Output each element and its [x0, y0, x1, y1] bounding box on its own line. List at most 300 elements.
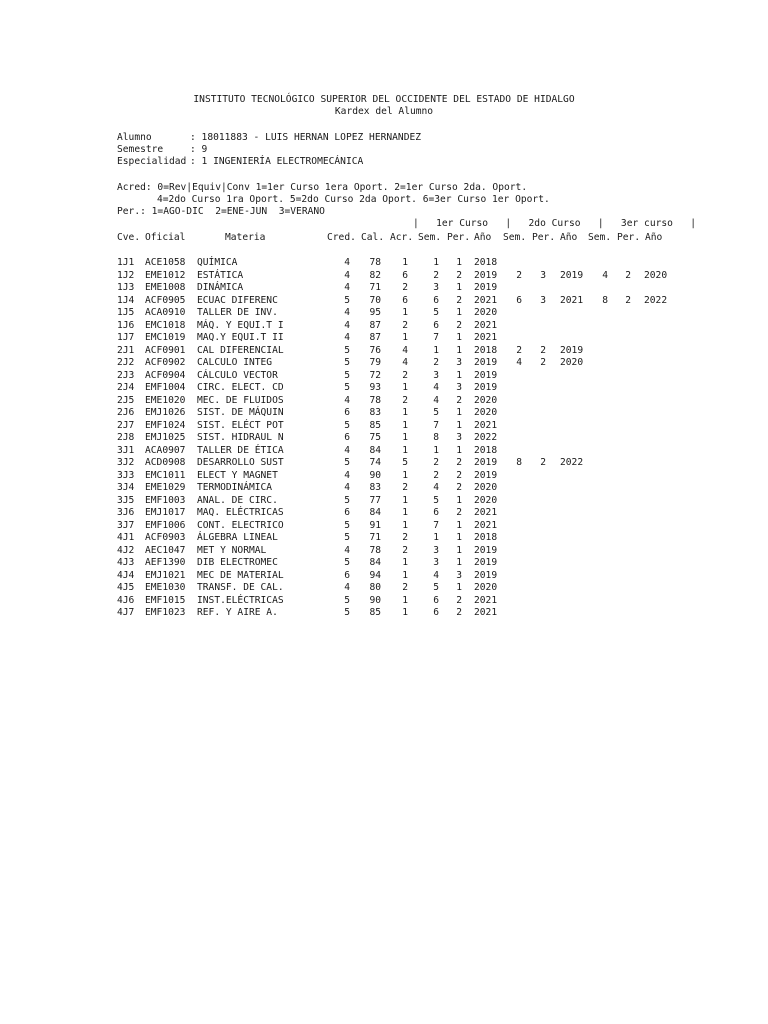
cell-cve: 2J2 — [117, 357, 135, 368]
cell-sem2: 2 — [516, 344, 522, 356]
cell-oficial: EMC1011 — [145, 469, 186, 481]
cell-acr: 5 — [402, 457, 408, 468]
cell-cred: 6 — [344, 432, 350, 443]
cell-cal: 82 — [369, 269, 381, 281]
cell-materia: DIB ELECTROMEC — [197, 557, 278, 568]
cell-materia: TALLER DE ÉTICA — [197, 444, 284, 456]
cell-cve: 4J5 — [117, 582, 135, 593]
cell-cal: 84 — [369, 444, 381, 456]
cell-acr: 2 — [402, 319, 408, 331]
cell-cve: 2J6 — [117, 407, 135, 418]
cell-cred: 5 — [344, 494, 350, 506]
cell-per1: 2 — [456, 507, 462, 518]
cell-cred: 4 — [344, 257, 350, 268]
cell-materia: CÁLCULO VECTOR — [197, 369, 278, 381]
semestre-label: Semestre — [117, 144, 164, 155]
cell-per1: 3 — [456, 569, 462, 581]
cell-cal: 72 — [369, 369, 381, 381]
cell-oficial: EMJ1021 — [145, 569, 186, 581]
cell-oficial: EME1030 — [145, 582, 186, 593]
cell-ano1: 2019 — [474, 569, 498, 581]
column-header: Cred. — [327, 232, 356, 243]
cell-materia: REF. Y AIRE A. — [197, 607, 278, 618]
cell-materia: CONT. ELECTRICO — [197, 519, 284, 531]
cell-cve: 2J7 — [117, 419, 135, 431]
cell-cve: 1J3 — [117, 282, 135, 293]
cell-cve: 4J1 — [117, 532, 135, 543]
cell-cal: 90 — [369, 469, 381, 481]
cell-cve: 1J4 — [117, 294, 135, 306]
cell-per1: 1 — [456, 419, 462, 431]
cell-cve: 2J4 — [117, 382, 135, 393]
cell-per1: 3 — [456, 432, 462, 443]
cell-cred: 5 — [344, 294, 350, 306]
cell-oficial: ACF0904 — [145, 369, 186, 381]
cell-per3: 2 — [625, 269, 631, 281]
cell-per1: 2 — [456, 319, 462, 331]
cell-cve: 2J8 — [117, 432, 135, 443]
cell-oficial: EME1008 — [145, 282, 186, 293]
cell-cal: 71 — [369, 282, 381, 293]
cell-cred: 5 — [344, 519, 350, 531]
cell-ano1: 2019 — [474, 282, 498, 293]
cell-sem3: 4 — [602, 269, 608, 281]
cell-cve: 3J2 — [117, 457, 135, 468]
cell-ano1: 2019 — [474, 382, 498, 393]
cell-ano1: 2018 — [474, 532, 498, 543]
cell-materia: ESTÁTICA — [197, 269, 244, 281]
cell-cred: 4 — [344, 469, 350, 481]
cell-ano2: 2020 — [560, 357, 584, 368]
cell-acr: 1 — [402, 569, 408, 581]
cell-materia: TERMODINÁMICA — [197, 482, 273, 493]
cell-per2: 3 — [540, 269, 546, 281]
cell-oficial: ACF0902 — [145, 357, 186, 368]
cell-per1: 1 — [456, 282, 462, 293]
cell-sem1: 2 — [433, 457, 439, 468]
cell-cred: 4 — [344, 307, 350, 318]
alumno-label: Alumno — [117, 132, 152, 143]
cell-cve: 4J6 — [117, 594, 135, 606]
cell-cred: 4 — [344, 582, 350, 593]
cell-acr: 1 — [402, 594, 408, 606]
cell-per1: 2 — [456, 594, 462, 606]
cell-cred: 4 — [344, 444, 350, 456]
cell-per1: 1 — [456, 344, 462, 356]
cell-acr: 2 — [402, 369, 408, 381]
cell-acr: 4 — [402, 357, 408, 368]
cell-cve: 3J7 — [117, 519, 135, 531]
cell-cve: 4J4 — [117, 569, 135, 581]
cell-acr: 1 — [402, 307, 408, 318]
cell-ano1: 2019 — [474, 557, 498, 568]
column-header: Materia — [225, 232, 266, 243]
cell-per2: 2 — [540, 457, 546, 468]
cell-sem1: 3 — [433, 544, 439, 556]
cell-ano1: 2021 — [474, 519, 498, 531]
cell-sem1: 4 — [433, 382, 439, 393]
cell-ano1: 2021 — [474, 419, 498, 431]
cell-ano1: 2018 — [474, 344, 498, 356]
cell-cred: 5 — [344, 344, 350, 356]
cell-cve: 2J5 — [117, 394, 135, 406]
cell-cal: 70 — [369, 294, 381, 306]
cell-sem1: 7 — [433, 519, 439, 531]
cell-ano1: 2021 — [474, 594, 498, 606]
cell-materia: MÁQ. Y EQUI.T I — [197, 319, 284, 331]
cell-cal: 77 — [369, 494, 381, 506]
cell-acr: 1 — [402, 432, 408, 443]
cell-materia: QUÍMICA — [197, 257, 238, 268]
cell-ano2: 2022 — [560, 457, 584, 468]
cell-acr: 1 — [402, 507, 408, 518]
column-header: Per. — [617, 232, 641, 243]
cell-sem1: 1 — [433, 444, 439, 456]
cell-ano1: 2019 — [474, 357, 498, 368]
cell-per1: 1 — [456, 332, 462, 343]
cell-ano2: 2019 — [560, 269, 584, 281]
cell-materia: TRANSF. DE CAL. — [197, 582, 284, 593]
column-header: Sem. — [503, 232, 527, 243]
cell-oficial: AEC1047 — [145, 544, 186, 556]
cell-materia: CALCULO INTEG — [197, 357, 273, 368]
cell-sem1: 2 — [433, 469, 439, 481]
cell-cve: 3J3 — [117, 469, 135, 481]
cell-cal: 76 — [369, 344, 381, 356]
column-header: Año — [560, 232, 578, 243]
cell-oficial: EMF1015 — [145, 594, 186, 606]
cell-sem1: 5 — [433, 407, 439, 418]
cell-per1: 2 — [456, 607, 462, 618]
cell-acr: 1 — [402, 382, 408, 393]
cell-ano1: 2019 — [474, 269, 498, 281]
cell-per1: 1 — [456, 444, 462, 456]
column-header: Sem. — [588, 232, 612, 243]
cell-ano1: 2018 — [474, 444, 498, 456]
cell-sem1: 3 — [433, 557, 439, 568]
cell-cal: 71 — [369, 532, 381, 543]
cell-oficial: EMJ1026 — [145, 407, 186, 418]
cell-cal: 78 — [369, 394, 381, 406]
cell-per1: 2 — [456, 269, 462, 281]
cell-oficial: EME1029 — [145, 482, 186, 493]
cell-materia: TALLER DE INV. — [197, 307, 278, 318]
cell-sem2: 2 — [516, 269, 522, 281]
column-header: Sem. — [418, 232, 442, 243]
cell-cve: 3J4 — [117, 482, 135, 493]
cell-oficial: EME1020 — [145, 394, 186, 406]
cell-sem1: 5 — [433, 582, 439, 593]
cell-materia: MEC. DE FLUIDOS — [197, 394, 284, 406]
cell-acr: 1 — [402, 519, 408, 531]
cell-per1: 1 — [456, 582, 462, 593]
cell-per1: 1 — [456, 407, 462, 418]
semestre-value: : 9 — [190, 144, 208, 155]
cell-sem1: 1 — [433, 257, 439, 268]
cell-materia: MAQ.Y EQUI.T II — [197, 332, 284, 343]
cell-per1: 1 — [456, 532, 462, 543]
cell-sem1: 2 — [433, 357, 439, 368]
cell-cve: 1J1 — [117, 257, 135, 268]
cell-sem1: 3 — [433, 369, 439, 381]
cell-per1: 2 — [456, 469, 462, 481]
cell-acr: 2 — [402, 482, 408, 493]
cell-cve: 4J2 — [117, 544, 135, 556]
cell-cal: 83 — [369, 482, 381, 493]
cell-sem1: 8 — [433, 432, 439, 443]
cell-acr: 1 — [402, 469, 408, 481]
cell-cal: 93 — [369, 382, 381, 393]
cell-cred: 4 — [344, 394, 350, 406]
cell-acr: 1 — [402, 444, 408, 456]
especialidad-value: : 1 INGENIERÍA ELECTROMECÁNICA — [190, 156, 364, 167]
cell-cve: 2J3 — [117, 369, 135, 381]
cell-per1: 3 — [456, 382, 462, 393]
cell-ano1: 2020 — [474, 307, 498, 318]
cell-sem1: 6 — [433, 319, 439, 331]
cell-cve: 1J7 — [117, 332, 135, 343]
column-header: Año — [474, 232, 492, 243]
cell-ano2: 2021 — [560, 294, 584, 306]
cell-cal: 75 — [369, 432, 381, 443]
cell-ano1: 2021 — [474, 294, 498, 306]
cell-acr: 2 — [402, 544, 408, 556]
cell-oficial: EMF1006 — [145, 519, 186, 531]
legend-per-line: Per.: 1=AGO-DIC 2=ENE-JUN 3=VERANO — [117, 206, 325, 217]
cell-acr: 2 — [402, 282, 408, 293]
cell-acr: 6 — [402, 294, 408, 306]
cell-per3: 2 — [625, 294, 631, 306]
cell-ano3: 2022 — [644, 294, 668, 306]
course-group-header: | 1er Curso | 2do Curso | 3er curso | — [413, 218, 697, 229]
cell-materia: CIRC. ELECT. CD — [197, 382, 284, 393]
cell-cred: 5 — [344, 594, 350, 606]
cell-cred: 6 — [344, 507, 350, 518]
cell-cal: 94 — [369, 569, 381, 581]
cell-cred: 4 — [344, 544, 350, 556]
cell-per2: 2 — [540, 344, 546, 356]
cell-materia: MET Y NORMAL — [197, 544, 267, 556]
cell-materia: ECUAC DIFERENC — [197, 294, 278, 306]
cell-cred: 5 — [344, 357, 350, 368]
cell-cve: 4J7 — [117, 607, 135, 618]
cell-cal: 95 — [369, 307, 381, 318]
cell-per1: 1 — [456, 519, 462, 531]
cell-cal: 74 — [369, 457, 381, 468]
cell-per1: 2 — [456, 457, 462, 468]
cell-sem1: 1 — [433, 344, 439, 356]
cell-acr: 4 — [402, 344, 408, 356]
cell-materia: DINÁMICA — [197, 282, 244, 293]
cell-sem1: 6 — [433, 594, 439, 606]
cell-per1: 1 — [456, 557, 462, 568]
cell-acr: 6 — [402, 269, 408, 281]
cell-oficial: EMF1003 — [145, 494, 186, 506]
cell-oficial: ACA0907 — [145, 444, 186, 456]
cell-sem1: 1 — [433, 532, 439, 543]
cell-sem1: 4 — [433, 569, 439, 581]
cell-cred: 5 — [344, 382, 350, 393]
cell-sem1: 6 — [433, 607, 439, 618]
cell-per2: 3 — [540, 294, 546, 306]
cell-oficial: ACF0901 — [145, 344, 186, 356]
cell-ano1: 2019 — [474, 544, 498, 556]
cell-materia: SIST. ELÉCT POT — [197, 419, 284, 431]
cell-cal: 85 — [369, 607, 381, 618]
cell-sem3: 8 — [602, 294, 608, 306]
cell-cred: 5 — [344, 419, 350, 431]
cell-materia: SIST. DE MÁQUIN — [197, 407, 284, 418]
cell-oficial: ACE1058 — [145, 257, 186, 268]
cell-sem2: 4 — [516, 357, 522, 368]
cell-sem1: 4 — [433, 482, 439, 493]
cell-cve: 1J6 — [117, 319, 135, 331]
cell-cred: 5 — [344, 369, 350, 381]
cell-ano1: 2021 — [474, 607, 498, 618]
cell-sem1: 5 — [433, 307, 439, 318]
cell-cve: 1J2 — [117, 269, 135, 281]
cell-ano1: 2021 — [474, 332, 498, 343]
cell-acr: 1 — [402, 332, 408, 343]
cell-materia: ANAL. DE CIRC. — [197, 494, 278, 506]
column-header: Año — [645, 232, 663, 243]
cell-materia: MEC DE MATERIAL — [197, 569, 284, 581]
column-header: Cve. — [117, 232, 141, 243]
cell-cred: 6 — [344, 569, 350, 581]
cell-materia: ELECT Y MAGNET — [197, 469, 278, 481]
cell-cal: 83 — [369, 407, 381, 418]
cell-cred: 5 — [344, 607, 350, 618]
cell-oficial: ACF0905 — [145, 294, 186, 306]
cell-cred: 4 — [344, 319, 350, 331]
cell-oficial: EME1012 — [145, 269, 186, 281]
cell-ano1: 2021 — [474, 507, 498, 518]
cell-acr: 1 — [402, 494, 408, 506]
cell-cve: 3J5 — [117, 494, 135, 506]
cell-cred: 4 — [344, 269, 350, 281]
cell-cve: 3J1 — [117, 444, 135, 456]
cell-ano1: 2020 — [474, 494, 498, 506]
cell-cve: 2J1 — [117, 344, 135, 356]
cell-sem1: 7 — [433, 419, 439, 431]
cell-per1: 2 — [456, 294, 462, 306]
alumno-value: : 18011883 - LUIS HERNAN LOPEZ HERNANDEZ — [190, 132, 422, 143]
cell-oficial: EMC1018 — [145, 319, 186, 331]
column-header: Cal. — [361, 232, 385, 243]
cell-acr: 2 — [402, 582, 408, 593]
cell-materia: INST.ELÉCTRICAS — [197, 594, 284, 606]
cell-cal: 91 — [369, 519, 381, 531]
cell-sem2: 8 — [516, 457, 522, 468]
cell-ano1: 2020 — [474, 482, 498, 493]
cell-oficial: EMJ1017 — [145, 507, 186, 518]
cell-acr: 1 — [402, 557, 408, 568]
cell-sem1: 2 — [433, 269, 439, 281]
legend-acred-line1: Acred: 0=Rev|Equiv|Conv 1=1er Curso 1era Oport. 2=1er Curso 2da. Oport. — [117, 182, 528, 193]
institution-name: INSTITUTO TECNOLÓGICO SUPERIOR DEL OCCIDENTE DEL ESTADO DE HIDALGO — [193, 94, 575, 105]
cell-oficial: EMF1024 — [145, 419, 186, 431]
cell-cal: 80 — [369, 582, 381, 593]
cell-cred: 5 — [344, 557, 350, 568]
cell-sem2: 6 — [516, 294, 522, 306]
cell-acr: 1 — [402, 407, 408, 418]
cell-cal: 87 — [369, 332, 381, 343]
cell-ano1: 2022 — [474, 432, 498, 443]
column-header: Acr. — [390, 232, 414, 243]
cell-cred: 4 — [344, 282, 350, 293]
cell-sem1: 5 — [433, 494, 439, 506]
cell-oficial: EMJ1025 — [145, 432, 186, 443]
cell-ano3: 2020 — [644, 269, 668, 281]
cell-cal: 84 — [369, 557, 381, 568]
cell-ano1: 2020 — [474, 407, 498, 418]
cell-materia: SIST. HIDRAUL N — [197, 432, 284, 443]
cell-per2: 2 — [540, 357, 546, 368]
cell-cred: 4 — [344, 332, 350, 343]
cell-sem1: 3 — [433, 282, 439, 293]
cell-cal: 85 — [369, 419, 381, 431]
cell-acr: 1 — [402, 607, 408, 618]
cell-cve: 3J6 — [117, 507, 135, 518]
cell-acr: 1 — [402, 419, 408, 431]
cell-acr: 1 — [402, 257, 408, 268]
cell-ano1: 2021 — [474, 319, 498, 331]
cell-materia: DESARROLLO SUST — [197, 457, 284, 468]
cell-cred: 5 — [344, 532, 350, 543]
document-title: Kardex del Alumno — [334, 106, 434, 117]
cell-materia: ÁLGEBRA LINEAL — [197, 532, 278, 543]
cell-acr: 2 — [402, 532, 408, 543]
cell-ano1: 2018 — [474, 257, 498, 268]
cell-ano1: 2019 — [474, 369, 498, 381]
cell-per1: 3 — [456, 357, 462, 368]
column-header: Oficial — [145, 232, 186, 243]
cell-oficial: EMF1004 — [145, 382, 186, 393]
cell-per1: 1 — [456, 544, 462, 556]
column-header: Per. — [532, 232, 556, 243]
cell-cal: 90 — [369, 594, 381, 606]
cell-sem1: 6 — [433, 294, 439, 306]
cell-materia: CAL DIFERENCIAL — [197, 344, 284, 356]
legend-acred-line2: 4=2do Curso 1ra Oport. 5=2do Curso 2da Oport. 6=3er Curso 1er Oport. — [157, 194, 550, 205]
cell-cred: 6 — [344, 407, 350, 418]
cell-per1: 1 — [456, 257, 462, 268]
cell-cal: 78 — [369, 544, 381, 556]
cell-cal: 84 — [369, 507, 381, 518]
cell-materia: MAQ. ELÉCTRICAS — [197, 507, 284, 518]
cell-per1: 2 — [456, 394, 462, 406]
cell-oficial: ACF0903 — [145, 532, 186, 543]
cell-per1: 2 — [456, 482, 462, 493]
cell-sem1: 7 — [433, 332, 439, 343]
cell-per1: 1 — [456, 494, 462, 506]
cell-ano1: 2019 — [474, 469, 498, 481]
column-header: Per. — [447, 232, 471, 243]
cell-oficial: ACA0910 — [145, 307, 186, 318]
cell-cal: 78 — [369, 257, 381, 268]
cell-acr: 2 — [402, 394, 408, 406]
cell-sem1: 6 — [433, 507, 439, 518]
cell-per1: 1 — [456, 369, 462, 381]
cell-cve: 4J3 — [117, 557, 135, 568]
cell-ano1: 2019 — [474, 457, 498, 468]
cell-oficial: EMF1023 — [145, 607, 186, 618]
cell-oficial: EMC1019 — [145, 332, 186, 343]
cell-oficial: AEF1390 — [145, 557, 186, 568]
cell-cal: 87 — [369, 319, 381, 331]
cell-ano1: 2020 — [474, 394, 498, 406]
cell-ano2: 2019 — [560, 344, 584, 356]
